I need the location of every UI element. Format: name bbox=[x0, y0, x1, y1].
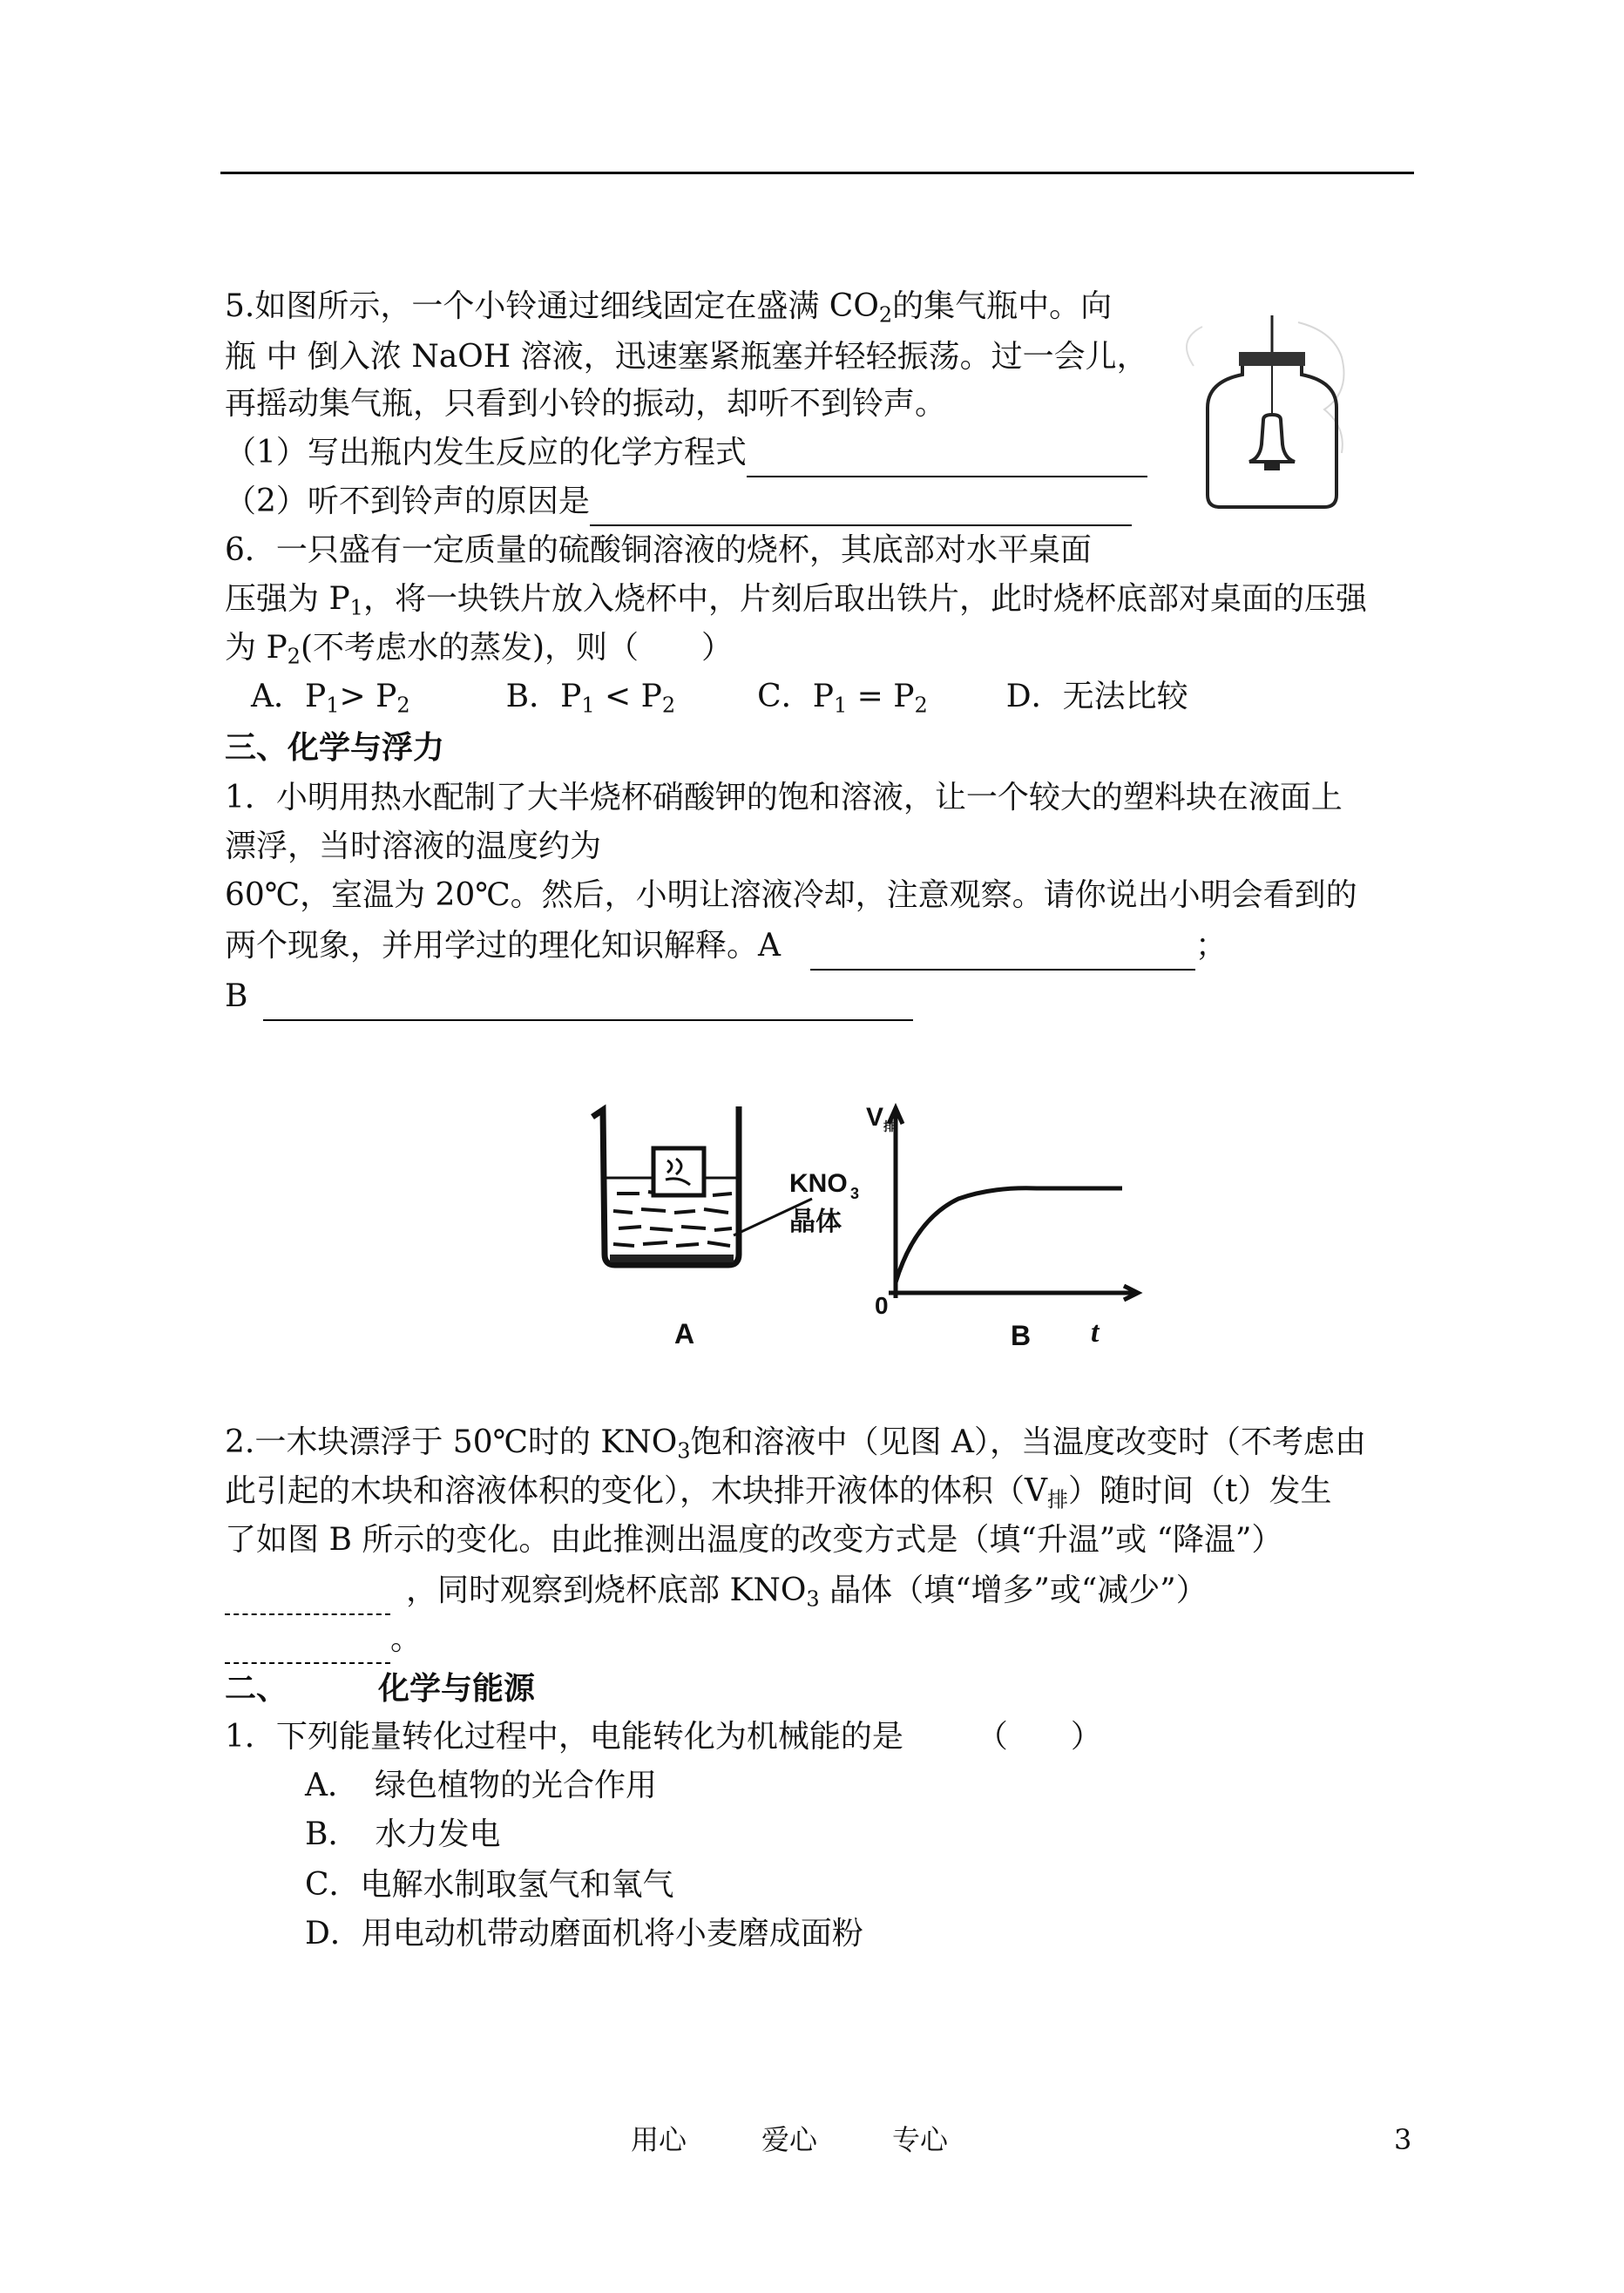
s2-q1-option-c[interactable]: C．电解水制取氢气和氧气 bbox=[305, 1867, 674, 1903]
section-3-heading: 三、化学与浮力 bbox=[225, 729, 445, 766]
svg-text:KNO: KNO bbox=[789, 1169, 848, 1198]
answer-blank-a[interactable] bbox=[810, 936, 1195, 971]
q6-option-c[interactable]: C．$P_1 = P_2$ bbox=[757, 679, 928, 718]
q5-sub-1: （1）写出瓶内发生反应的化学方程式 bbox=[225, 429, 1147, 477]
s3-q1-line-5: B bbox=[225, 972, 913, 1021]
s3-q1-line-1: 1．小明用热水配制了大半烧杯硝酸钾的饱和溶液，让一个较大的塑料块在液面上 bbox=[225, 780, 1343, 815]
s3-q2-line-5: 。 bbox=[225, 1615, 422, 1664]
q6-line-3: 为 $P_2$(不考虑水的蒸发)，则（ ） bbox=[225, 630, 734, 669]
svg-text:t: t bbox=[1091, 1316, 1100, 1349]
answer-blank[interactable] bbox=[590, 491, 1132, 526]
q5-line-2: 瓶 中 倒入浓 NaOH 溶液，迅速塞紧瓶塞并轻轻振荡。过一会儿， bbox=[225, 339, 1148, 375]
s3-q2-line-1: 2.一木块漂浮于 50℃时的 $KNO_3$饱和溶液中（见图 A），当温度改变时（不考虑由 bbox=[225, 1424, 1366, 1464]
q6-option-b[interactable]: B．$P_1 < P_2$ bbox=[505, 679, 676, 718]
page-number: 3 bbox=[1394, 2123, 1412, 2156]
graph-figure-b bbox=[866, 1103, 1138, 1351]
footer-motto-2: 爱心 bbox=[761, 2123, 818, 2156]
svg-text:3: 3 bbox=[850, 1185, 860, 1202]
s3-q2-line-3: 了如图 B 所示的变化。由此推测出温度的改变方式是（填“升温”或 “降温”） bbox=[225, 1522, 1283, 1558]
q6-option-d[interactable]: D．无法比较 bbox=[1005, 679, 1188, 714]
header-rule bbox=[220, 172, 1414, 174]
s2-q1-option-d[interactable]: D．用电动机带动磨面机将小麦磨成面粉 bbox=[305, 1916, 863, 1951]
q6-option-a[interactable]: A．$P_1> P_2$ bbox=[251, 679, 410, 718]
svg-text:V: V bbox=[866, 1103, 884, 1132]
s2-q1-option-b[interactable]: B． 水力发电 bbox=[305, 1816, 501, 1852]
svg-text:0: 0 bbox=[875, 1292, 889, 1319]
section-2-heading: 二、 化学与能源 bbox=[225, 1670, 536, 1707]
q5-line-3: 再摇动集气瓶，只看到小铃的振动，却听不到铃声。 bbox=[225, 386, 947, 422]
svg-text:B: B bbox=[1011, 1320, 1032, 1351]
answer-blank-temperature[interactable] bbox=[225, 1582, 390, 1615]
s2-q1-option-a[interactable]: A． 绿色植物的光合作用 bbox=[305, 1768, 657, 1803]
s3-q1-line-3: 60℃，室温为 20℃。然后，小明让溶液冷却，注意观察。请你说出小明会看到的 bbox=[225, 877, 1357, 913]
svg-text:A: A bbox=[674, 1318, 695, 1349]
s3-q1-line-4: 两个现象，并用学过的理化知识解释。A ； bbox=[225, 922, 1227, 971]
q6-line-2: 压强为 $P_1$，将一块铁片放入烧杯中，片刻后取出铁片，此时烧杯底部对桌面的压强 bbox=[225, 581, 1367, 620]
answer-blank[interactable] bbox=[747, 443, 1147, 477]
answer-blank-crystal[interactable] bbox=[225, 1631, 390, 1664]
answer-blank-b[interactable] bbox=[263, 986, 913, 1021]
s2-q1: 1．下列能量转化过程中，电能转化为机械能的是 （ ） bbox=[225, 1719, 1102, 1755]
beaker-and-graph-figure bbox=[584, 1089, 1150, 1376]
s3-q2-line-4: ，同时观察到烧杯底部 $KNO_3$ 晶体（填“增多”或“减少”） bbox=[225, 1566, 1208, 1615]
s3-q2-line-2: 此引起的木块和溶液体积的变化），木块排开液体的体积$(V_排)$随时间（t）发生 bbox=[225, 1473, 1332, 1512]
q6-options bbox=[251, 673, 1188, 721]
gas-jar-bell-figure bbox=[1167, 305, 1368, 514]
footer-motto-3: 专心 bbox=[892, 2123, 949, 2156]
footer-motto-1: 用心 bbox=[631, 2123, 687, 2156]
svg-text:排: 排 bbox=[883, 1120, 896, 1134]
q6-line-1: 6．一只盛有一定质量的硫酸铜溶液的烧杯，其底部对水平桌面 bbox=[225, 532, 1092, 568]
q5-sub-2: （2）听不到铃声的原因是 bbox=[225, 477, 1132, 526]
svg-text:晶体: 晶体 bbox=[789, 1207, 842, 1237]
beaker-figure-a bbox=[592, 1106, 859, 1349]
s3-q1-line-2: 漂浮，当时溶液的温度约为 bbox=[225, 829, 602, 864]
q5-line-1: 5.如图所示，一个小铃通过细线固定在盛满 $CO_2$的集气瓶中。向 bbox=[225, 288, 1113, 328]
